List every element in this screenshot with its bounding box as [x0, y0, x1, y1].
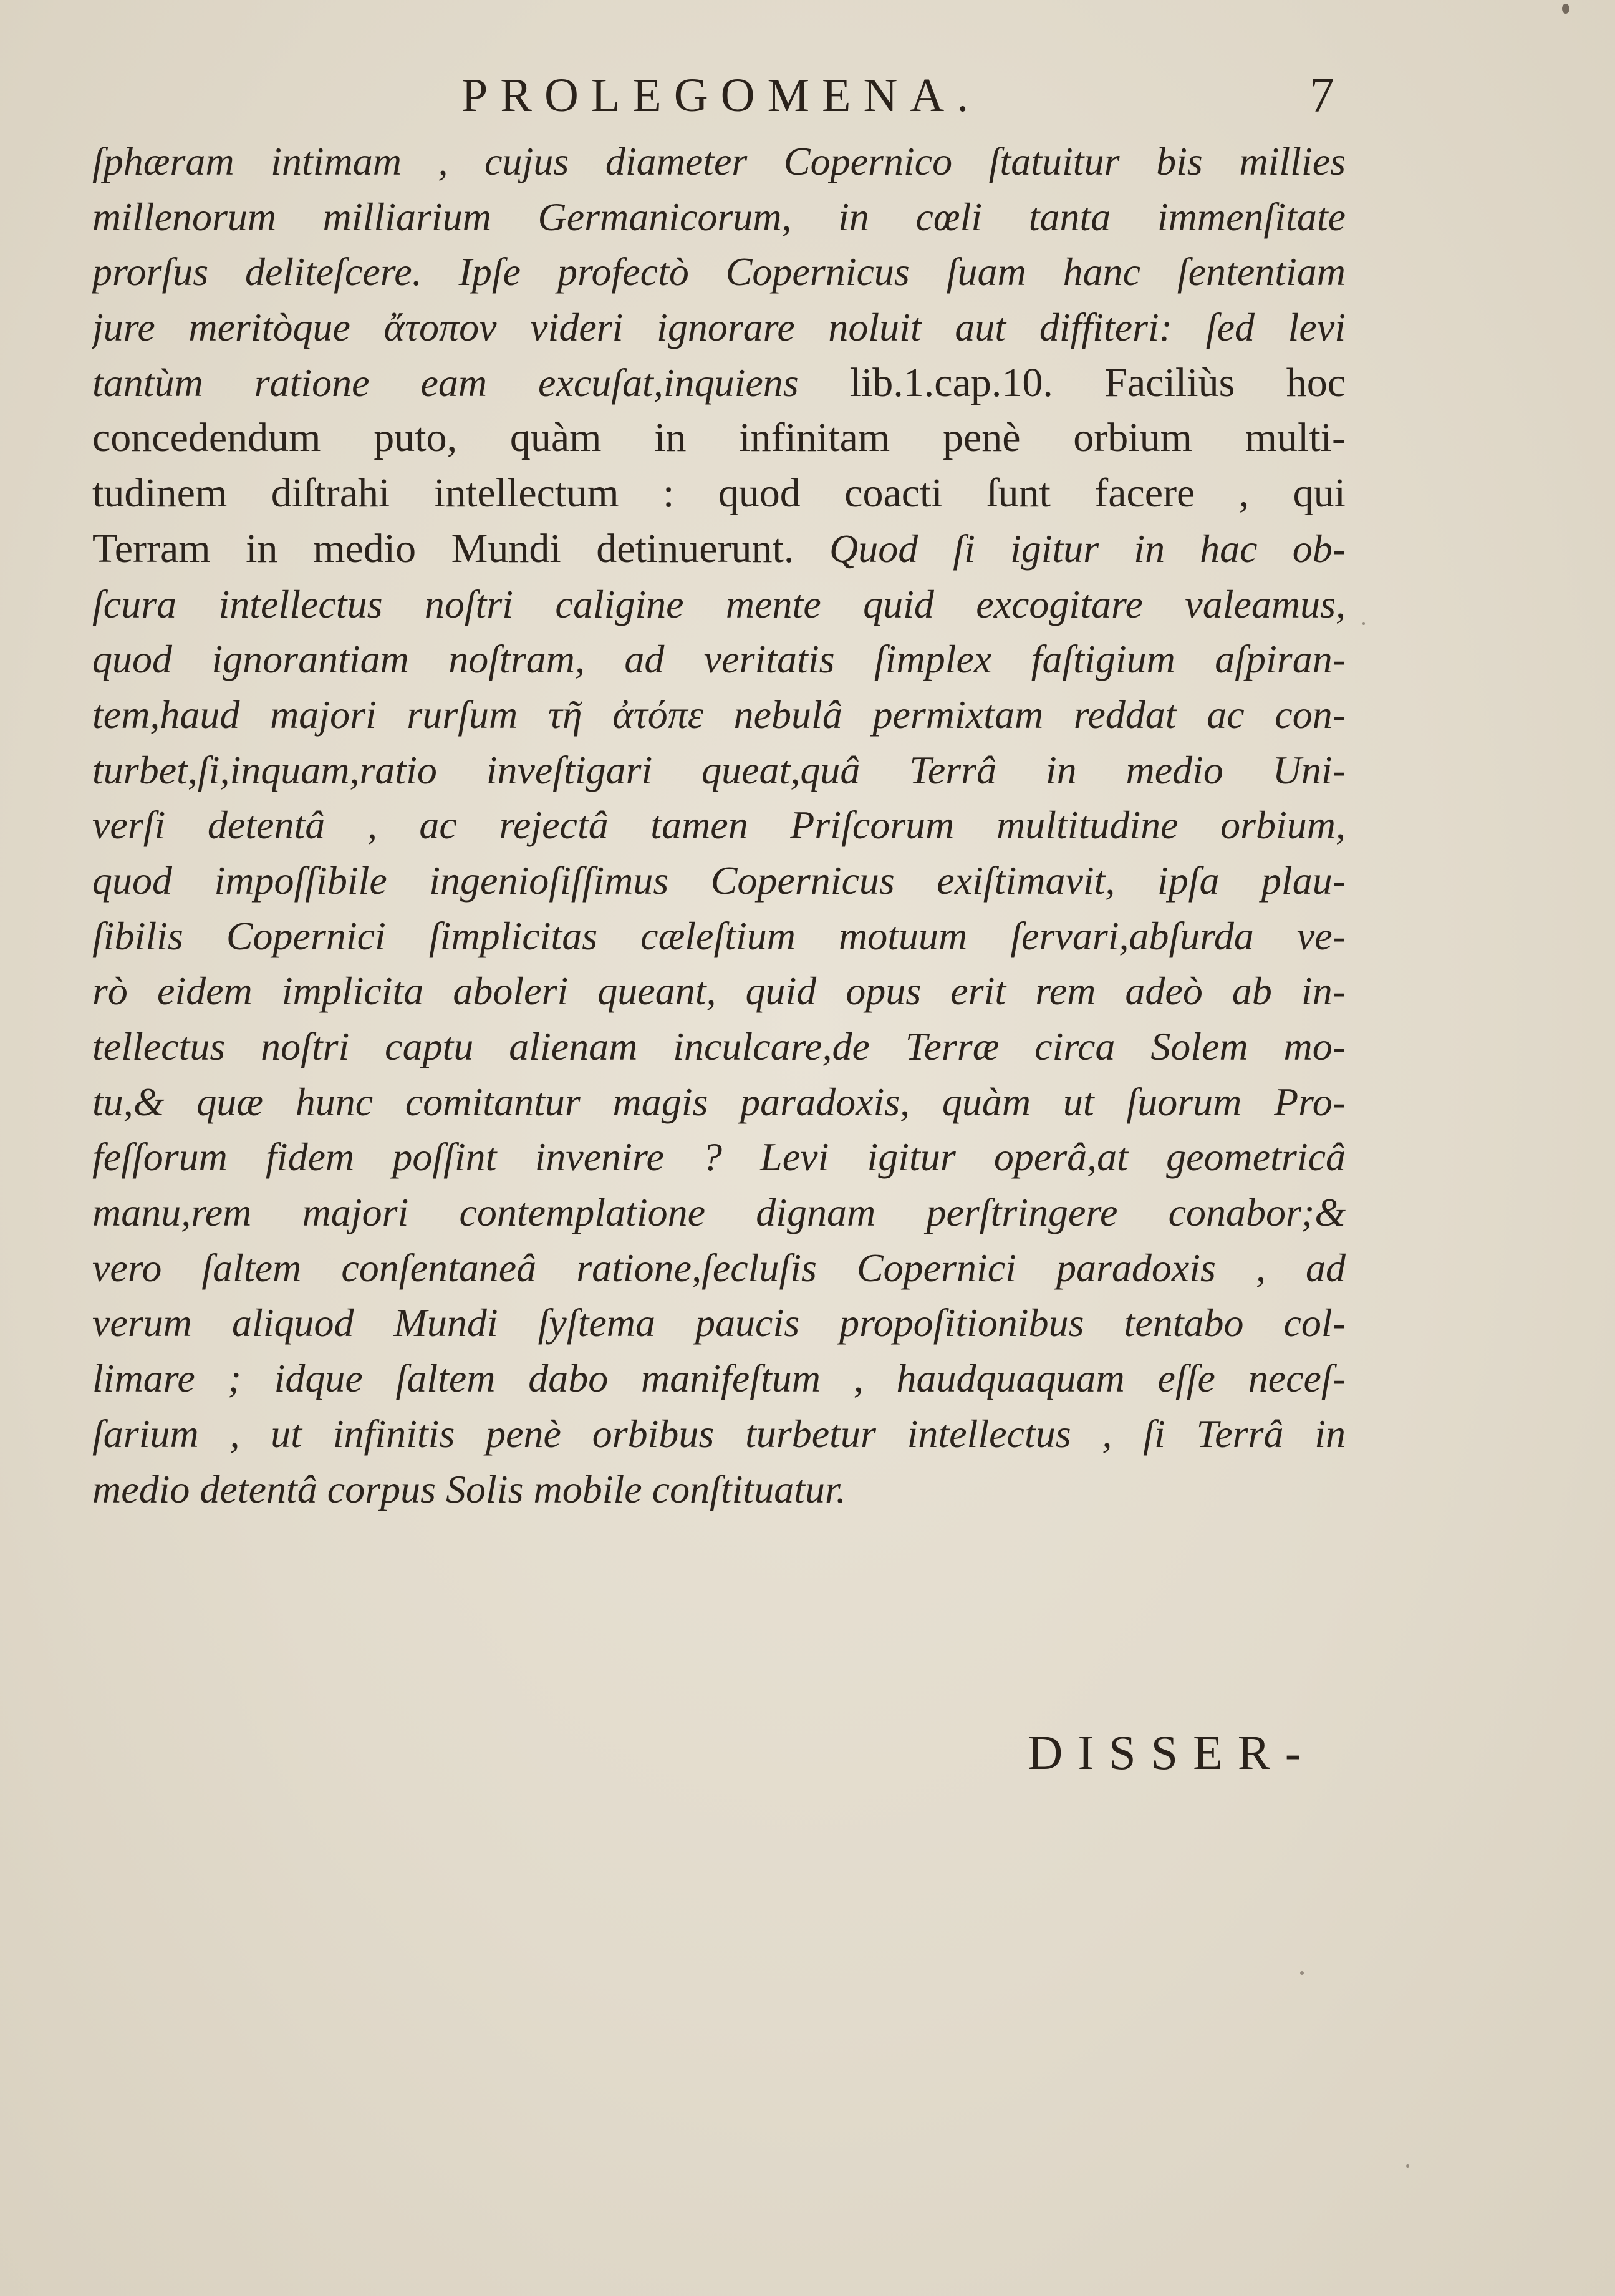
text-run: Terram in medio Mundi detinuerunt. [92, 525, 829, 571]
text-line [92, 687, 1346, 743]
text-line [92, 577, 1346, 632]
body-text [92, 134, 1346, 1517]
text-line [92, 245, 1346, 300]
text-line [92, 466, 1346, 521]
text-run: tantùm ratione eam excuſat,inquiens [92, 360, 850, 405]
page-header [0, 67, 1615, 124]
text-run: ſcura intellectus noſtri caligine mente quid excogitare valeamus, [92, 581, 1346, 626]
text-run: tudinem diſtrahi intellectum : quod coacti ſunt facere , qui [92, 470, 1346, 516]
text-run: lib.1.cap.10. Faciliùs hoc [849, 359, 1346, 405]
text-line [92, 964, 1346, 1019]
text-run: jure meritòque ἄτοπον videri ignorare noluit aut diffiteri: ſed levi [92, 305, 1346, 350]
text-run: millenorum milliarium Germanicorum, in cœli tanta immenſitate [92, 194, 1346, 239]
text-line [92, 1241, 1346, 1296]
text-run: ſphæram intimam , cujus diameter Copernico ſtatuitur bis millies [92, 139, 1346, 183]
text-run: quod ignorantiam noſtram, ad veritatis ſimplex faſtigium aſpiran- [92, 637, 1346, 682]
text-run: rò eidem implicita aboleri queant, quid opus erit rem adeò ab in- [92, 969, 1346, 1014]
text-run: verum aliquod Mundi ſyſtema paucis propoſitionibus tentabo col- [92, 1301, 1346, 1345]
text-line [92, 853, 1346, 909]
text-line [92, 1351, 1346, 1407]
text-line [92, 356, 1346, 411]
text-line [92, 743, 1346, 798]
text-line [92, 410, 1346, 466]
ink-speck [1300, 1971, 1304, 1975]
page-number: 7 [1309, 68, 1334, 123]
text-line [92, 1407, 1346, 1462]
text-run: verſi detentâ , ac rejectâ tamen Priſcorum multitudine orbium, [92, 803, 1346, 848]
text-line [92, 300, 1346, 356]
text-line [92, 521, 1346, 577]
text-line [92, 1075, 1346, 1130]
running-title: PROLEGOMENA. [461, 69, 981, 122]
text-run: limare ; idque ſaltem dabo manifeſtum , haudquaquam eſſe neceſ- [92, 1356, 1346, 1401]
text-run: Quod ſi igitur in hac ob- [829, 526, 1346, 571]
text-line [92, 909, 1346, 964]
text-run: tu,& quæ hunc comitantur magis paradoxis, quàm ut ſuorum Pro- [92, 1079, 1346, 1124]
text-run: concedendum puto, quàm in infinitam penè orbium multi- [92, 415, 1346, 461]
text-run: tem,haud majori rurſum τῆ ἀτόπε nebulâ permixtam reddat ac con- [92, 692, 1346, 737]
ink-speck [1562, 4, 1569, 14]
text-line [92, 798, 1346, 853]
text-run: manu,rem majori contemplatione dignam perſtringere conabor;& [92, 1190, 1346, 1235]
text-run: prorſus deliteſcere. Ipſe profectò Copernicus ſuam hanc ſententiam [92, 249, 1346, 294]
text-line [92, 1462, 1346, 1518]
text-run: tellectus noſtri captu alienam inculcare,de Terræ circa Solem mo- [92, 1024, 1346, 1068]
text-line [92, 1130, 1346, 1185]
catchword: DISSER- [1028, 1725, 1316, 1780]
text-run: feſſorum fidem poſſint invenire ? Levi igitur operâ,at geometricâ [92, 1135, 1346, 1179]
text-line [92, 632, 1346, 687]
text-line [92, 1185, 1346, 1241]
text-line [92, 134, 1346, 190]
text-run: vero ſaltem conſentaneâ ratione,ſecluſis Copernici paradoxis , ad [92, 1245, 1346, 1290]
ink-speck [1406, 2164, 1409, 2168]
ink-speck [1362, 622, 1365, 625]
text-line [92, 1296, 1346, 1351]
text-line [92, 190, 1346, 245]
text-run: ſarium , ut infinitis penè orbibus turbetur intellectus , ſi Terrâ in [92, 1411, 1346, 1456]
text-run: ſibilis Copernici ſimplicitas cæleſtium motuum ſervari,abſurda ve- [92, 913, 1346, 958]
text-run: quod impoſſibile ingenioſiſſimus Copernicus exiſtimavit, ipſa plau- [92, 858, 1346, 903]
text-run: turbet,ſi,inquam,ratio inveſtigari queat,quâ Terrâ in medio Uni- [92, 747, 1346, 792]
text-run: medio detentâ corpus Solis mobile conſtituatur. [92, 1466, 846, 1511]
text-line [92, 1019, 1346, 1075]
